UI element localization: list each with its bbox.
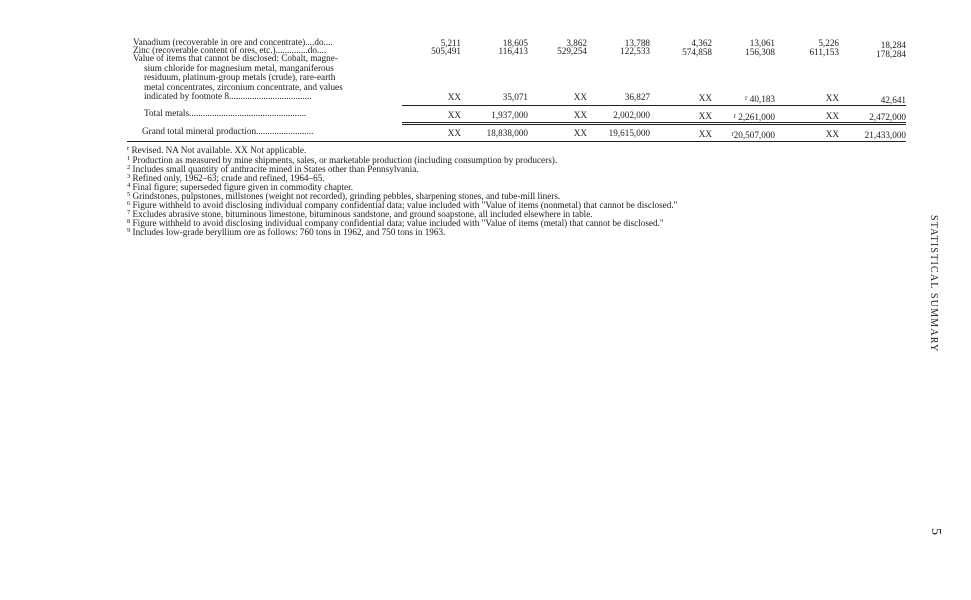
cell: 18,838,000 [486,128,528,138]
cell: 5,226 [818,38,839,48]
row-label-value-items-cont: metal concentrates, zirconium concentrate, and values [144,81,343,92]
row-label-zinc: Zinc (recoverable content of ores, etc.)..............do.... [133,45,327,55]
footnote-mark: 4 [127,182,131,189]
row-label-value-items-cont: residuum, platinum-group metals (crude), rare-earth [144,72,336,82]
cell: 18,605 [502,38,528,48]
side-title: STATISTICAL SUMMARY [928,215,939,353]
cell: XX [447,92,461,102]
cell: 18,284 [880,40,906,50]
footnote-text: Figure withheld to avoid disclosing individual company confidential data; value included with "Value of items (nonmetal) that cannot be disclosed." [132,200,678,210]
row-label-total-metals: Total metals................................................... [144,108,307,118]
footnote [127,226,445,237]
footnote-mark: 6 [127,200,131,207]
cell: XX [447,128,461,138]
cell: 529,254 [557,46,587,56]
footnote-text: Includes small quantity of anthracite mined in States other than Pennsylvania. [132,164,419,174]
cell: 178,284 [876,49,906,59]
footnote-text: Final figure; superseded figure given in commodity chapter. [132,182,353,192]
footnote-mark: 3 [127,173,131,180]
row-label-grand-total: Grand total mineral production......................... [142,126,314,136]
cell-revised [712,129,775,140]
cell: 116,413 [498,46,528,56]
footnote-mark: 7 [127,209,131,216]
cell: 21,433,000 [864,130,906,140]
cell: 35,071 [502,92,528,102]
cell: 2,002,000 [613,110,650,120]
cell-value: 40,183 [749,94,775,104]
cell: 1,937,000 [491,110,528,120]
cell-value: 20,507,000 [733,130,775,140]
footnote-text: Excludes abrasive stone, bituminous limestone, bituminous sandstone, and ground soapstone, all included elsewhere in table. [132,209,593,219]
cell: XX [573,92,587,102]
revised-mark: r [745,94,748,102]
cell: XX [825,93,839,103]
cell: XX [825,129,839,139]
cell: 505,491 [431,46,461,56]
footnote-text: Includes low-grade beryllium ore as follows: 760 tons in 1962, and 750 tons in 1963. [132,227,446,237]
cell: 13,061 [749,38,775,48]
cell: XX [573,110,587,120]
cell: XX [447,110,461,120]
revised-mark: r [731,130,734,138]
total-rule-upper [402,122,906,123]
footnote-text: Production as measured by mine shipments, sales, or marketable production (including consumption by producers). [132,155,558,165]
cell: 19,615,000 [608,128,650,138]
revised-mark: r [733,112,736,120]
cell: XX [825,111,839,121]
cell-value: 2,261,000 [738,112,775,122]
row-label-value-items: Value of items that cannot be disclosed: Cobalt, magne- [133,53,338,63]
footnote-mark: 1 [127,155,131,162]
footnote-mark: 9 [127,227,131,234]
cell-revised [712,111,775,122]
cell: XX [573,128,587,138]
footnote-mark: r [127,145,130,152]
cell: XX [698,111,712,121]
cell-revised [712,93,775,104]
cell: 122,533 [620,46,650,56]
cell: 611,153 [809,47,839,57]
footnote-mark: 8 [127,218,131,225]
page-number: 5 [928,528,943,535]
row-label-value-items-cont: sium chloride for magnesium metal, manganiferous [144,62,334,73]
cell: XX [698,93,712,103]
cell: 574,858 [682,47,712,57]
row-label-vanadium: Vanadium (recoverable in ore and concentrate)....do.... [133,37,333,47]
cell: XX [698,129,712,139]
cell: 3,862 [566,38,587,48]
table-bottom-rule [127,141,906,142]
cell: 42,641 [880,95,906,105]
footnote-text: Figure withheld to avoid disclosing individual company confidential data; value included with "Value of items (metal) that cannot be disclosed." [132,218,664,228]
footnote-mark: 5 [127,191,131,198]
footnote-text: Grindstones, pulpstones, millstones (weight not recorded), grinding pebbles, sharpening stones, and tube-mill liners. [132,191,561,201]
footnote-mark: 2 [127,164,131,171]
cell: 4,362 [691,38,712,48]
cell: 5,211 [440,38,461,48]
cell: 2,472,000 [869,112,906,122]
cell: 36,827 [624,92,650,102]
total-rule-lower [402,124,906,125]
footnote-text: Revised. NA Not available. XX Not applicable. [131,145,307,155]
cell: 13,788 [624,38,650,48]
subtotal-rule [402,105,906,106]
cell: 156,308 [745,47,775,57]
footnote-text: Refined only, 1962–63; crude and refined, 1964–65. [132,173,325,183]
row-label-value-items-cont: indicated by footnote 8.................................... [144,91,312,101]
